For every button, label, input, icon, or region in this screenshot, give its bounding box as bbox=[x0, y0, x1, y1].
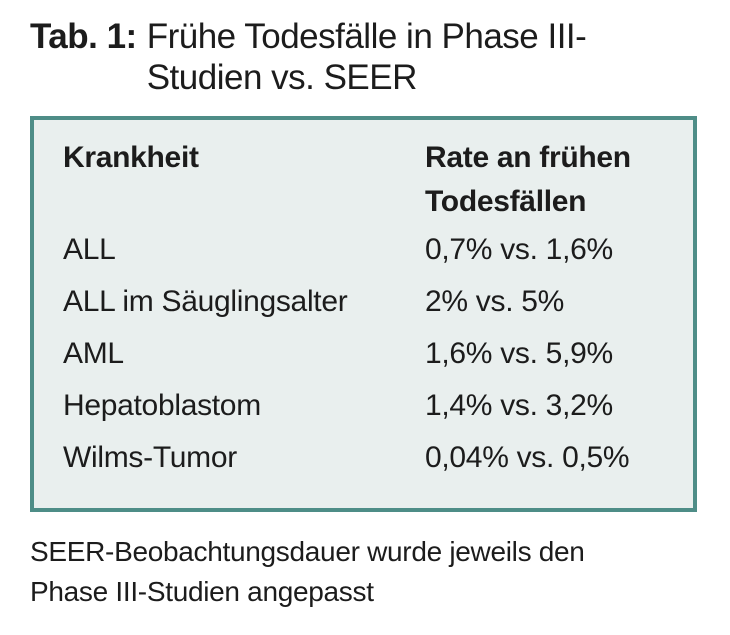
header-krankheit: Krankheit bbox=[63, 141, 199, 174]
cell-krankheit: AML bbox=[63, 337, 124, 370]
data-table bbox=[30, 116, 697, 512]
cell-rate: 0,04% vs. 0,5% bbox=[425, 441, 630, 474]
cell-rate: 1,6% vs. 5,9% bbox=[425, 337, 613, 370]
table-header-row bbox=[63, 136, 669, 224]
cell-rate: 2% vs. 5% bbox=[425, 285, 565, 318]
table-caption-text bbox=[147, 16, 587, 98]
table-caption bbox=[30, 16, 730, 98]
table-caption-number: Tab. 1: bbox=[30, 17, 137, 56]
header-rate: Rate an frühen Todesfällen bbox=[425, 141, 631, 218]
table-row bbox=[63, 276, 669, 328]
cell-rate: 0,7% vs. 1,6% bbox=[425, 233, 613, 266]
table-row bbox=[63, 380, 669, 432]
cell-krankheit: Hepatoblastom bbox=[63, 389, 261, 422]
table-caption-line-2: Studien vs. SEER bbox=[146, 58, 417, 97]
table-row bbox=[63, 328, 669, 380]
footnote-line-1: SEER-Beobachtungsdauer wurde jeweils den bbox=[30, 536, 585, 567]
table-caption-line-1: Frühe Todesfälle in Phase III- bbox=[146, 17, 587, 56]
cell-krankheit: Wilms-Tumor bbox=[63, 441, 237, 474]
footnote-line-2: Phase III-Studien angepasst bbox=[30, 576, 374, 607]
table-row bbox=[63, 432, 669, 484]
cell-krankheit: ALL bbox=[63, 233, 116, 266]
cell-rate: 1,4% vs. 3,2% bbox=[425, 389, 613, 422]
table-row bbox=[63, 224, 669, 276]
table-footnote bbox=[30, 532, 730, 612]
cell-krankheit: ALL im Säuglingsalter bbox=[63, 285, 348, 318]
